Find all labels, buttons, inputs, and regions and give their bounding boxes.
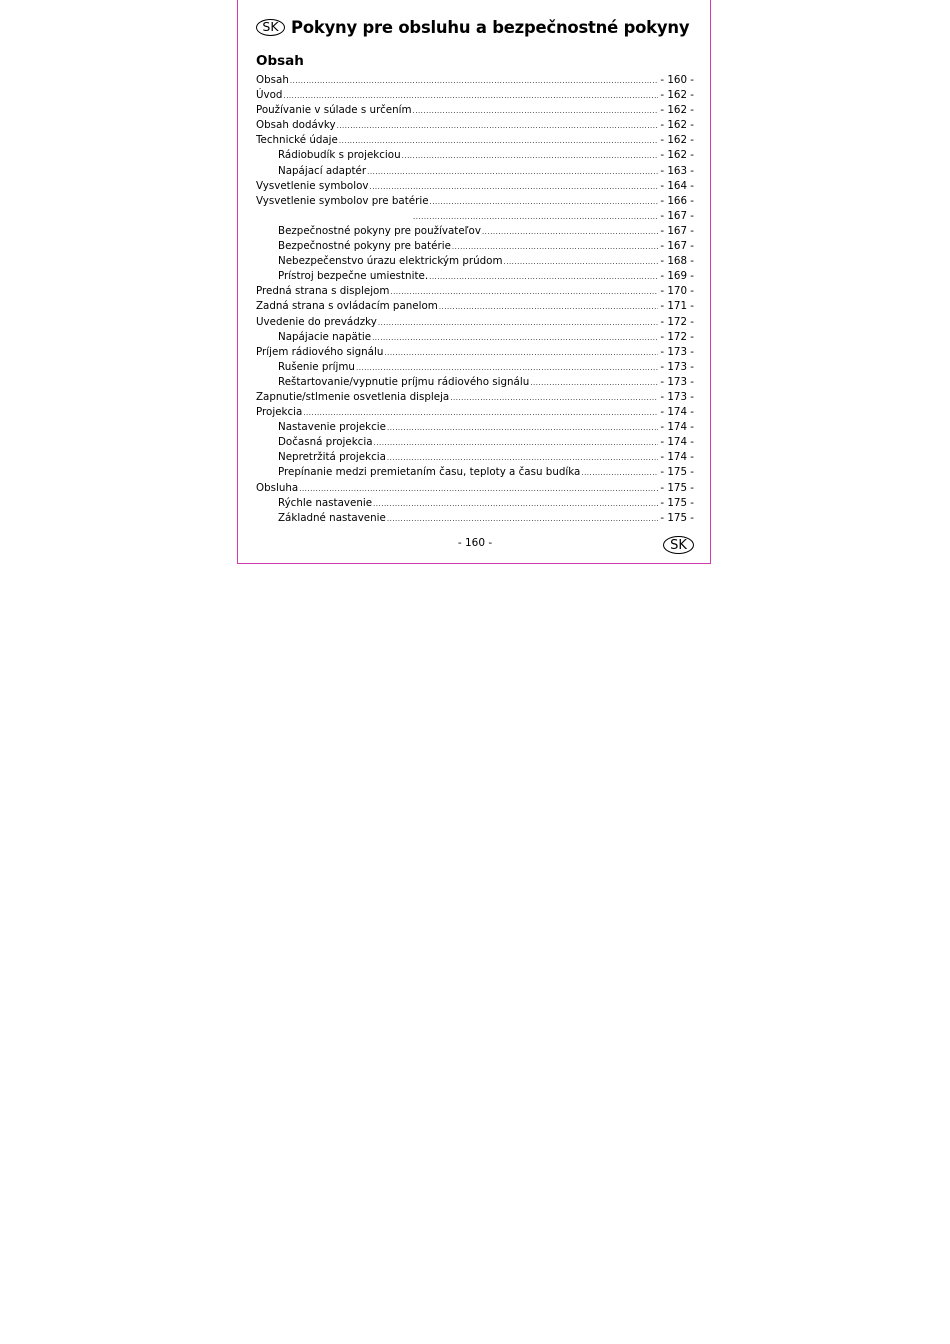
toc-entry-page: - 174 - [660,421,694,434]
toc-entry[interactable] [256,330,694,345]
toc-leader-dots [373,497,658,512]
toc-entry-label: Dočasná projekcia [278,436,373,449]
toc-entry[interactable] [256,496,694,511]
toc-entry[interactable] [256,164,694,179]
toc-entry[interactable] [256,420,694,435]
toc-entry-label: Obsah dodávky [256,119,336,132]
toc-entry[interactable] [256,360,694,375]
toc-entry-page: - 167 - [660,240,694,253]
toc-leader-dots [387,451,658,466]
toc-entry-label: Zadná strana s ovládacím panelom [256,300,438,313]
toc-entry[interactable] [256,375,694,390]
footer-language-badge: SK [663,536,694,554]
toc-entry-page: - 170 - [660,285,694,298]
toc-entry[interactable] [256,209,694,224]
toc-entry-page: - 169 - [660,270,694,283]
toc-leader-dots [387,512,658,527]
language-badge: SK [256,19,285,36]
toc-leader-dots [339,134,658,149]
toc-leader-dots [530,376,658,391]
toc-entry-label: Projekcia [256,406,303,419]
toc-entry[interactable] [256,179,694,194]
toc-entry-label: Vysvetlenie symbolov [256,179,369,192]
toc-leader-dots [390,285,658,300]
toc-entry-label: Obsah [256,74,289,86]
toc-entry-page: - 175 - [660,511,694,524]
toc-leader-dots [372,331,658,346]
toc-entry-label: Zapnutie/stlmenie osvetlenia displeja [256,390,450,403]
toc-entry-page: - 174 - [660,406,694,419]
toc-entry-page: - 171 - [660,300,694,313]
toc-entry-page: - 175 - [660,466,694,479]
footer-page-number: - 160 - [457,537,493,549]
toc-entry[interactable] [256,390,694,405]
toc-entry-page: - 172 - [660,330,694,343]
toc-entry-label: Napájacie napätie [278,330,372,343]
page-title: Pokyny pre obsluhu a bezpečnostné pokyny [291,18,690,37]
toc-entry[interactable] [256,284,694,299]
toc-entry[interactable] [256,299,694,314]
toc-entry-page: - 162 - [660,119,694,132]
toc-entry[interactable] [256,345,694,360]
toc-entry-label: Príjem rádiového signálu [256,345,384,358]
toc-leader-dots [581,466,658,481]
toc-entry[interactable] [256,465,694,480]
toc-leader-dots [450,391,658,406]
toc-entry-label: Prístroj bezpečne umiestnite. [278,270,429,283]
toc-entry-page: - 174 - [660,436,694,449]
toc-entry-page: - 174 - [660,451,694,464]
toc-leader-dots [374,436,659,451]
toc-leader-dots [430,195,659,210]
toc-entry[interactable] [256,88,694,103]
toc-entry[interactable] [256,133,694,148]
toc-leader-dots [402,149,659,164]
toc-entry-label: Predná strana s displejom [256,285,390,298]
toc-entry-page: - 172 - [660,315,694,328]
toc-entry-page: - 163 - [660,164,694,177]
toc-entry-page: - 168 - [660,255,694,268]
toc-entry-label: Rýchle nastavenie [278,496,373,509]
toc-entry[interactable] [256,194,694,209]
toc-entry-page: - 175 - [660,496,694,509]
toc-leader-dots [369,180,658,195]
toc-entry-label: Nebezpečenstvo úrazu elektrickým prúdom [278,255,503,268]
toc-leader-dots [356,361,658,376]
toc-entry-label: Používanie v súlade s určením [256,104,412,117]
toc-leader-dots [290,74,659,89]
toc-entry-label: Technické údaje [256,134,338,147]
toc-leader-dots [283,89,658,104]
toc-entry[interactable] [256,224,694,239]
toc-entry-label: Základné nastavenie [278,511,386,524]
toc-entry-page: - 162 - [660,89,694,102]
toc-entry[interactable] [256,254,694,269]
header [256,18,689,37]
toc-entry[interactable] [256,435,694,450]
toc-entry-label: Nastavenie projekcie [278,421,387,434]
toc-entry-label: Prepínanie medzi premietaním času, teploty a času budíka [278,466,581,479]
toc-leader-dots [387,421,658,436]
toc-leader-dots [367,165,658,180]
toc-entry-label: Bezpečnostné pokyny pre batérie [278,240,451,253]
toc-entry-label: Obsluha [256,481,299,494]
toc-leader-dots [504,255,659,270]
toc-entry[interactable] [256,269,694,284]
toc-entry-label: Napájací adaptér [278,164,367,177]
toc-entry[interactable] [256,103,694,118]
toc-leader-dots [429,270,658,285]
toc-entry-page: - 167 - [660,209,694,222]
toc-entry[interactable] [256,73,694,88]
toc-entry[interactable] [256,239,694,254]
toc-entry[interactable] [256,481,694,496]
toc-entry-label: Rušenie príjmu [278,360,355,373]
toc-entry-page: - 167 - [660,224,694,237]
toc-entry-page: - 160 - [660,74,694,86]
toc-entry[interactable] [256,405,694,420]
toc-entry-page: - 173 - [660,360,694,373]
toc-leader-dots [384,346,658,361]
toc-leader-dots [439,300,659,315]
toc-leader-dots [299,482,658,497]
toc-leader-dots [413,210,658,225]
toc-leader-dots [413,104,659,119]
toc-entry-label: Bezpečnostné pokyny pre používateľov [278,224,481,237]
table-of-contents [256,73,694,526]
toc-entry-page: - 175 - [660,481,694,494]
toc-entry-page: - 162 - [660,134,694,147]
toc-leader-dots [452,240,658,255]
toc-entry-page: - 173 - [660,345,694,358]
toc-entry[interactable] [256,450,694,465]
toc-leader-dots [337,119,659,134]
toc-entry-label: Vysvetlenie symbolov pre batérie [256,194,429,207]
toc-entry-page: - 173 - [660,390,694,403]
toc-entry-label: Úvod [256,89,283,102]
toc-entry[interactable] [256,148,694,163]
toc-entry-page: - 164 - [660,179,694,192]
toc-entry-label: Rádiobudík s projekciou [278,149,401,162]
toc-entry[interactable] [256,511,694,526]
toc-leader-dots [378,316,659,331]
toc-leader-dots [482,225,658,240]
toc-entry-page: - 162 - [660,104,694,117]
toc-entry-page: - 162 - [660,149,694,162]
toc-heading: Obsah [256,53,304,69]
toc-entry-label: Nepretržitá projekcia [278,451,386,464]
toc-entry[interactable] [256,315,694,330]
toc-entry-page: - 166 - [660,194,694,207]
toc-entry-label: Reštartovanie/vypnutie príjmu rádiového signálu [278,375,530,388]
toc-leader-dots [303,406,658,421]
toc-entry-page: - 173 - [660,375,694,388]
toc-entry-label: Uvedenie do prevádzky [256,315,377,328]
toc-entry[interactable] [256,118,694,133]
